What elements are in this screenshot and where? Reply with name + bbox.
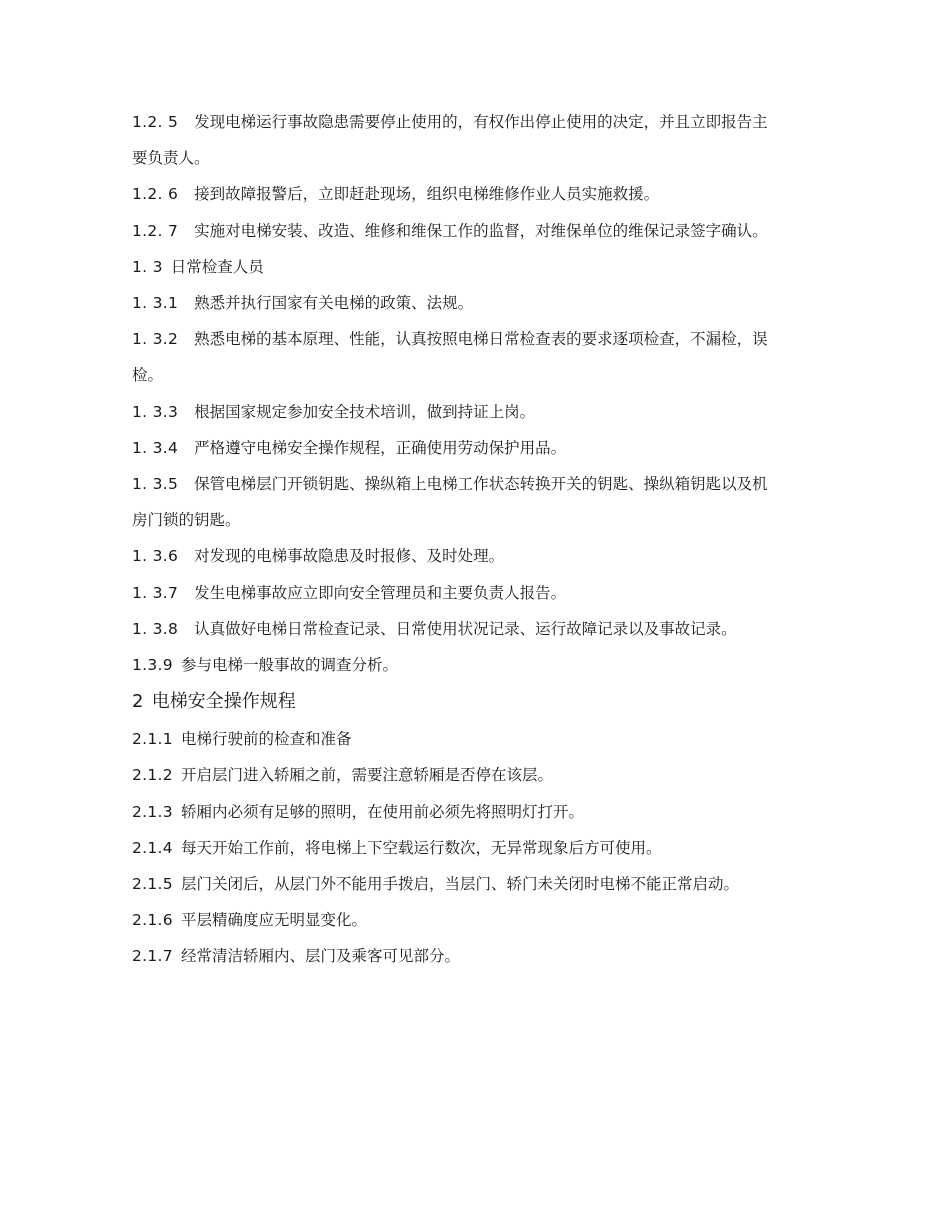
chapter-title: 电梯安全操作规程 <box>151 691 296 713</box>
clause-number: 1. 3.6 <box>132 547 179 566</box>
clause-number: 1. 3.2 <box>132 330 179 349</box>
clause-text: 根据国家规定参加安全技术培训，做到持证上岗。 <box>194 402 536 421</box>
clause-text: 电梯行驶前的检查和准备 <box>180 730 352 749</box>
clause-text: 对发现的电梯事故隐患及时报修、及时处理。 <box>194 547 505 566</box>
clause-number: 2.1.6 <box>132 911 173 930</box>
clause-number: 2.1.7 <box>132 947 173 966</box>
clause-number: 2.1.5 <box>132 875 173 894</box>
clause-text: 经常清洁轿厢内、层门及乘客可见部分。 <box>180 947 460 966</box>
chapter-2-heading <box>132 683 782 721</box>
clause-1-2-5 <box>132 104 782 176</box>
clause-2-1-1 <box>132 721 782 757</box>
clause-text: 开启层门进入轿厢之前，需要注意轿厢是否停在该层。 <box>180 766 553 785</box>
clause-text: 每天开始工作前，将电梯上下空载运行数次，无异常现象后方可使用。 <box>180 838 662 857</box>
clause-1-3-7 <box>132 575 782 611</box>
clause-text: 参与电梯一般事故的调查分析。 <box>180 656 398 675</box>
clause-1-3-5 <box>132 466 782 538</box>
clause-text: 轿厢内必须有足够的照明，在使用前必须先将照明灯打开。 <box>180 802 584 821</box>
clause-1-3-1 <box>132 285 782 321</box>
clause-text: 熟悉并执行国家有关电梯的政策、法规。 <box>194 294 474 313</box>
clause-1-3-4 <box>132 430 782 466</box>
clause-1-2-7 <box>132 213 782 249</box>
document-body <box>132 104 782 975</box>
clause-text: 发现电梯运行事故隐患需要停止使用的，有权作出停止使用的决定，并且立即报告主要负责人。 <box>132 113 768 168</box>
clause-number: 1.2. 7 <box>132 221 179 240</box>
section-1-3-title <box>132 249 782 285</box>
clause-number: 1. 3.1 <box>132 294 179 313</box>
clause-text: 认真做好电梯日常检查记录、日常使用状况记录、运行故障记录以及事故记录。 <box>194 619 737 638</box>
clause-number: 1.2. 6 <box>132 185 179 204</box>
clause-2-1-7 <box>132 938 782 974</box>
clause-number: 1. 3.5 <box>132 475 179 494</box>
clause-number: 1. 3.3 <box>132 402 179 421</box>
clause-number: 1.2. 5 <box>132 113 179 131</box>
clause-number: 1. 3.7 <box>132 583 179 602</box>
clause-number: 2.1.1 <box>132 730 173 749</box>
clause-number: 2.1.2 <box>132 766 173 785</box>
clause-text: 接到故障报警后，立即赶赴现场，组织电梯维修作业人员实施救援。 <box>194 185 660 204</box>
section-number: 1. 3 <box>132 257 163 276</box>
clause-number: 1. 3.4 <box>132 438 179 457</box>
clause-text: 发生电梯事故应立即向安全管理员和主要负责人报告。 <box>194 583 567 602</box>
clause-2-1-2 <box>132 757 782 793</box>
clause-1-3-8 <box>132 611 782 647</box>
clause-1-3-6 <box>132 538 782 574</box>
clause-number: 2.1.4 <box>132 838 173 857</box>
clause-number: 1.3.9 <box>132 656 173 675</box>
clause-text: 实施对电梯安装、改造、维修和维保工作的监督，对维保单位的维保记录签字确认。 <box>194 221 768 240</box>
clause-number: 1. 3.8 <box>132 619 179 638</box>
clause-1-3-9 <box>132 647 782 683</box>
clause-number: 2.1.3 <box>132 802 173 821</box>
clause-text: 熟悉电梯的基本原理、性能，认真按照电梯日常检查表的要求逐项检查，不漏检，误检。 <box>132 330 768 385</box>
clause-1-2-6 <box>132 176 782 212</box>
clause-text: 层门关闭后，从层门外不能用手拨启，当层门、轿门未关闭时电梯不能正常启动。 <box>180 875 739 894</box>
clause-2-1-5 <box>132 866 782 902</box>
clause-text: 严格遵守电梯安全操作规程，正确使用劳动保护用品。 <box>194 438 567 457</box>
section-title: 日常检查人员 <box>170 257 264 276</box>
clause-1-3-3 <box>132 394 782 430</box>
clause-2-1-6 <box>132 902 782 938</box>
clause-text: 保管电梯层门开锁钥匙、操纵箱上电梯工作状态转换开关的钥匙、操纵箱钥匙以及机房门锁的钥匙。 <box>132 475 768 530</box>
clause-1-3-2 <box>132 321 782 393</box>
clause-text: 平层精确度应无明显变化。 <box>180 911 367 930</box>
chapter-number: 2 <box>132 691 144 713</box>
clause-2-1-4 <box>132 830 782 866</box>
clause-2-1-3 <box>132 794 782 830</box>
